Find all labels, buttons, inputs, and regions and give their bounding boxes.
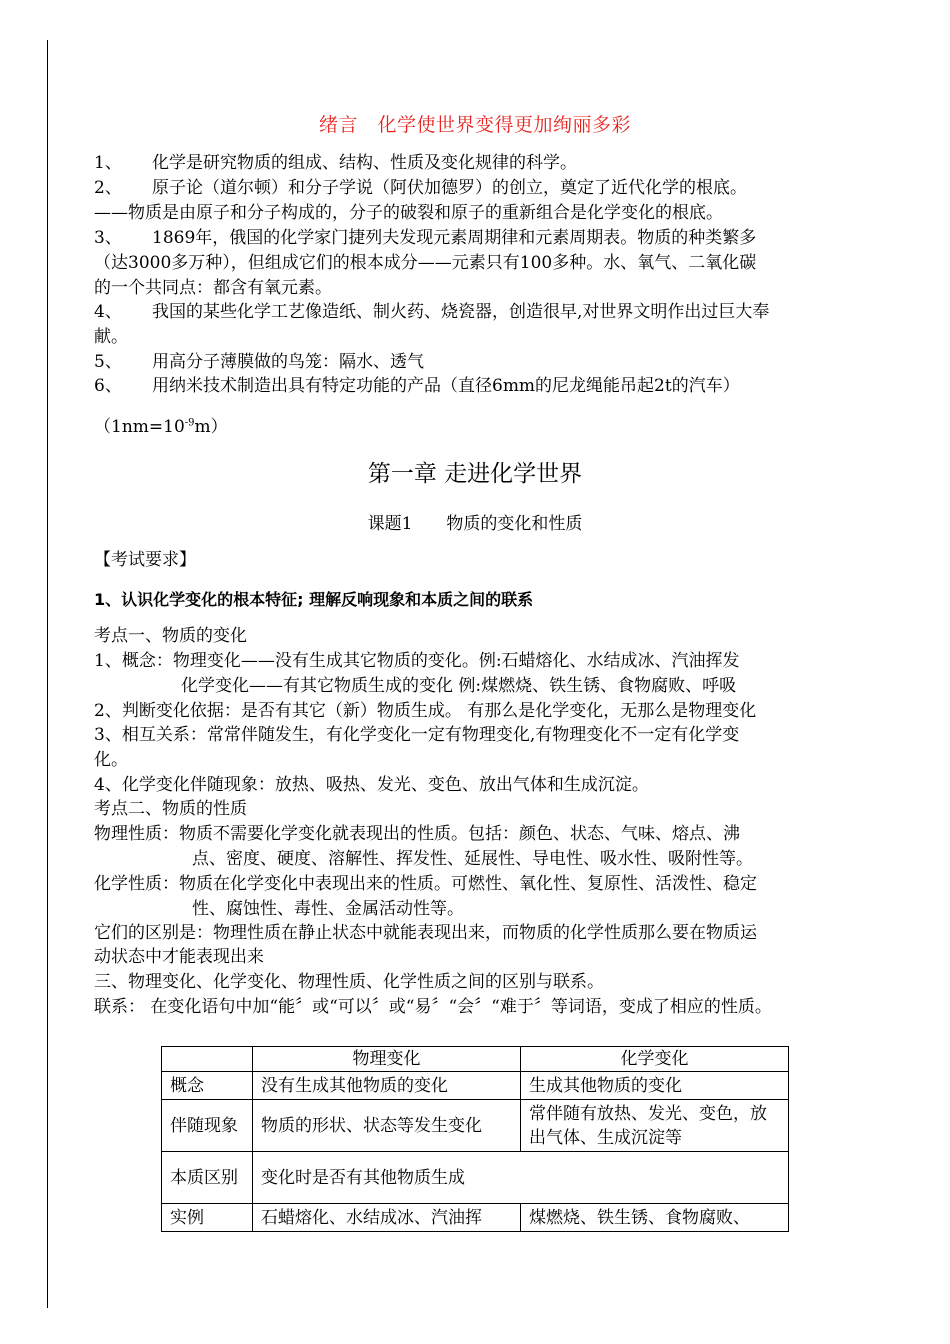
intro-item: 6、 用纳米技术制造出具有特定功能的产品（直径6mm的尼龙绳能吊起2t的汽车） <box>94 376 740 396</box>
table-cell: 生成其他物质的变化 <box>521 1072 789 1100</box>
body-line: 3、相互关系：常常伴随发生，有化学变化一定有物理变化,有物理变化不一定有化学变 <box>94 725 740 745</box>
intro-item-cont: （达3000多万种），但组成它们的根本成分——元素只有100多种。水、氧气、二氧化碳 <box>94 253 757 273</box>
nano-unit-note: $(1nm=10^{-9}m)$ <box>94 417 228 437</box>
body-line: 1、概念：物理变化——没有生成其它物质的变化。例:石蜡熔化、水结成冰、汽油挥发 <box>94 651 740 671</box>
body-line: 物理性质：物质不需要化学变化就表现出的性质。包括：颜色、状态、气味、熔点、沸 <box>94 824 740 844</box>
body-line: 4、化学变化伴随现象：放热、吸热、发光、变色、放出气体和生成沉淀。 <box>94 775 649 795</box>
table-row-label: 伴随现象 <box>162 1100 253 1152</box>
body-line: 联系： 在变化语句中加“能〞或“可以〞或“易〞“会〞“难于〞等词语，变成了相应的性质。 <box>94 997 772 1017</box>
intro-title: 绪言 化学使世界变得更加绚丽多彩 <box>318 114 631 136</box>
left-margin-rule <box>47 40 48 1308</box>
table-cell: 煤燃烧、铁生锈、食物腐败、 <box>521 1204 789 1232</box>
body-line: 2、判断变化依据：是否有其它（新）物质生成。 有那么是化学变化，无那么是物理变化 <box>94 701 757 721</box>
lesson-title: 课题1 物质的变化和性质 <box>367 514 583 534</box>
body-line: 化。 <box>94 750 128 770</box>
exam-requirements-heading: 【考试要求】 <box>94 550 196 570</box>
body-line: 三、物理变化、化学变化、物理性质、化学性质之间的区别与联系。 <box>94 972 604 992</box>
table-header-cell <box>162 1047 253 1072</box>
table-row <box>162 1152 789 1204</box>
body-line: 动状态中才能表现出来 <box>94 947 264 967</box>
table-cell: 没有生成其他物质的变化 <box>253 1072 521 1100</box>
table-row-label: 本质区别 <box>162 1152 253 1204</box>
intro-item: 4、 我国的某些化学工艺像造纸、制火药、烧瓷器，创造很早,对世界文明作出过巨大奉 <box>94 302 770 322</box>
body-line: 点、密度、硬度、溶解性、挥发性、延展性、导电性、吸水性、吸附性等。 <box>192 849 753 869</box>
body-line: 化学性质：物质在化学变化中表现出来的性质。可燃性、氧化性、复原性、活泼性、稳定 <box>94 874 757 894</box>
table-header-row <box>162 1047 789 1072</box>
table-row <box>162 1100 789 1152</box>
table-cell: 物质的形状、状态等发生变化 <box>253 1100 521 1152</box>
table-row <box>162 1204 789 1232</box>
table-cell: 常伴随有放热、发光、变色，放出气体、生成沉淀等 <box>521 1100 789 1152</box>
table-row <box>162 1072 789 1100</box>
table-row-label: 概念 <box>162 1072 253 1100</box>
chapter-title: 第一章 走进化学世界 <box>367 461 583 487</box>
body-line: 化学变化——有其它物质生成的变化 例:煤燃烧、铁生锈、食物腐败、呼吸 <box>181 676 737 696</box>
body-line: 考点二、物质的性质 <box>94 799 247 819</box>
body-line: 考点一、物质的变化 <box>94 626 247 646</box>
body-line: 它们的区别是：物理性质在静止状态中就能表现出来，而物质的化学性质那么要在物质运 <box>94 923 757 943</box>
intro-item: 1、 化学是研究物质的组成、结构、性质及变化规律的科学。 <box>94 153 577 173</box>
table-header-cell: 化学变化 <box>521 1047 789 1072</box>
table-cell-merged: 变化时是否有其他物质生成 <box>253 1152 789 1204</box>
table-cell: 石蜡熔化、水结成冰、汽油挥 <box>253 1204 521 1232</box>
intro-item-cont: 的一个共同点：都含有氧元素。 <box>94 278 332 298</box>
intro-item: 5、 用高分子薄膜做的鸟笼：隔水、透气 <box>94 352 424 372</box>
table-row-label: 实例 <box>162 1204 253 1232</box>
body-line: 性、腐蚀性、毒性、金属活动性等。 <box>192 899 464 919</box>
intro-item: 2、 原子论（道尔顿）和分子学说（阿伏加德罗）的创立，奠定了近代化学的根底。 <box>94 178 747 198</box>
intro-item-cont: 献。 <box>94 327 128 347</box>
intro-item: 3、 1869年，俄国的化学家门捷列夫发现元素周期律和元素周期表。物质的种类繁多 <box>94 228 757 248</box>
comparison-table <box>161 1046 789 1232</box>
table-header-cell: 物理变化 <box>253 1047 521 1072</box>
requirement-bold: 1、认识化学变化的根本特征; 理解反响现象和本质之间的联系 <box>94 590 534 609</box>
intro-item-cont: ——物质是由原子和分子构成的，分子的破裂和原子的重新组合是化学变化的根底。 <box>94 203 723 223</box>
